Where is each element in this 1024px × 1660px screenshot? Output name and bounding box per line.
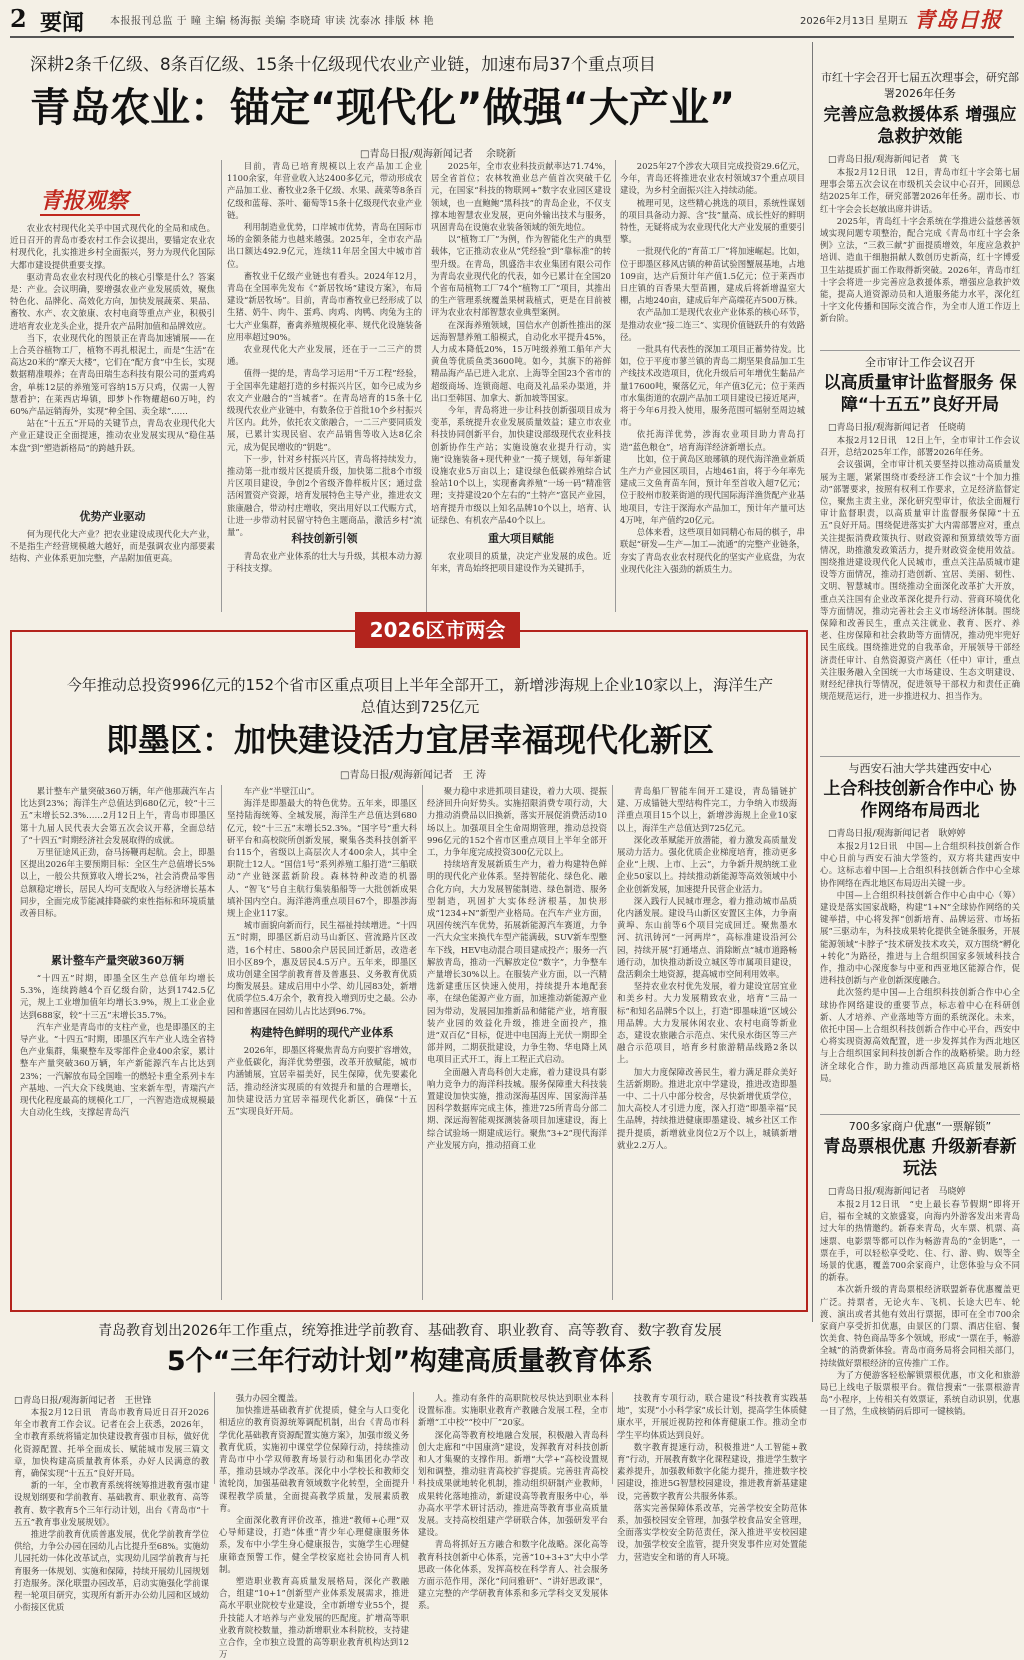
column-divider	[221, 160, 222, 612]
paragraph: 累计整车产量突破360万辆，年产他那蔬汽车占比达到23%；海洋生产总值达到680亿元，较“十三五”末增长52.3%……2月12日上午，青岛市即墨区第十九届人民代表大会第五次会议开幕，全面总结了“十四五”时期经济社会发展取得的成就。	[20, 786, 215, 845]
lead-column-3	[431, 160, 611, 525]
special-section-badge: 2026区市两会	[355, 612, 520, 648]
paragraph: 新的一年，全市教育系统将统筹推进教育强市建设规划纲要和学前教育、基础教育、职业教育、高等教育、数字教育5个三年行动计划，出台《青岛市“十五五”教育事业发展规划》。	[14, 1480, 209, 1527]
sidebar-article-3-kicker: 与西安石油大学共建西安中心	[848, 762, 992, 775]
paragraph: 会议强调，全市审计机关要坚持以推动高质量发展为主题，紧紧围绕市委经济工作会议“十个加力推动”部署要求，按照有权利工作要求，立足经济监督定位，聚焦主责主业，深化研究型审计，依法全面履行审计监督职责，以高质量审计监督服务保障“十五五”良好开局。围绕促进落实扩大内需部署应对，重点关注提振消费政策执行、财政资源和预算绩效等方面情况，助推激发政策活力，提升财政资金使用效益。围绕推进建设现代化人民城市，重点关注品质城市建设等方面情况，推动打造创新、宜居、美丽、韧性、文明、智慧城市。围绕推动全面深化改革扩大开放，重点关注国有企业改革深化提升行动、营商环境优化等方面情况，推动完善社会主义市场经济体制。围绕保障和改善民生，重点关注就业、教育、医疗、养老、住房保障和社会救助等方面情况，推动兜牢兜好民生底线。围绕推进党的自我革命，开展领导干部经济责任审计、自然资源资产离任（任中）审计，重点关注服务融入全国统一大市场建设、生态文明建设、财经纪律执行等情况，促进领导干部权力和责任正确规范规范运行，进一步推进权力、担当作为。	[820, 459, 1020, 702]
sidebar-article-1-byline: □青岛日报/观海新闻记者 黄 飞	[828, 155, 960, 165]
page-number: 2	[10, 4, 27, 33]
column-tag: 青报观察	[40, 188, 129, 214]
paragraph: 站在“十五五”开局的关键节点，青岛农业现代化大产业正建设正全面提速，推动农业发展实现从“稳住基本盘”到“塑造新格局”的跨越升跃。	[10, 418, 215, 453]
bottom-column-1	[14, 1406, 209, 1613]
bottom-headline: 5个“三年行动计划”构建高质量教育体系	[166, 1346, 654, 1377]
sidebar-article-1-headline: 完善应急救援体系 增强应急救护效能	[823, 105, 1017, 147]
sidebar-article-4-body	[820, 1198, 1020, 1480]
paragraph: 推进学前教育优质普惠发展，优化学前教育学位供给，力争公办园在园幼儿占比提升至68%。实施幼儿园托幼一体化改革试点，实现幼儿园学前教育与托育服务一体规划、实施和保障，持续开展幼儿园规划打造服务。深化联盟办园改革，启动实施强化学前课程一轮项目研究，实现所有新开办公幼儿园和区域幼小衔接区优质	[14, 1529, 209, 1613]
sidebar-article-1-body	[820, 166, 1020, 346]
paragraph: 农产品加工是现代农业产业体系的核心环节，是推动农业“接二连三”、实现价值链跃升的有效路径。	[620, 307, 805, 342]
bottom-column-2	[219, 1392, 409, 1660]
paragraph: 目前，青岛已培育规模以上农产品加工企业1100余家，年营业收入达2400多亿元，带动形成农产品加工业、畜牧业2条千亿级、水果、蔬菜等8条百亿级和蓝莓、茶叶、葡萄等15条十亿级现代农业产业链。	[227, 161, 422, 220]
column-divider	[615, 160, 616, 612]
paragraph: 依托海洋优势，涉海农业项目助力青岛打造“蓝色粮仓”，培育海洋经济新增长点。	[620, 429, 805, 452]
special-byline: □青岛日报/观海新闻记者 王 涛	[340, 770, 486, 781]
sidebar-article-4-byline: □青岛日报/观海新闻记者 马晓婷	[828, 1187, 966, 1197]
lead-column-1b	[10, 528, 215, 612]
special-column-4	[617, 785, 797, 1298]
lead-column-2	[227, 160, 422, 538]
paragraph: 本报2月12日讯 中国—上合组织科技创新合作中心日前与西安石油大学签约，双方将共建西安中心。这标志着中国—上合组织科技创新合作中心全球协作网络在西北地区布局迈出关键一步。	[820, 841, 1020, 888]
paragraph: 本报2月12日讯 12日上午，全市审计工作会议召开，总结2025年工作，部署2026年任务。	[820, 435, 1020, 458]
paragraph: 青岛船厂智能车间开工建设，青岛锚链扩建、万成锚链大型结构件完工，力争纳入市级海洋重点项目15个以上，新增涉海规上企业10家以上，海洋生产总值达到725亿元。	[617, 786, 797, 833]
paragraph: 人。推动有条件的高职院校尽快达到职业本科设置标准。实施职业教育产教融合发展工程，全市新增“工中校”“校中厂”20家。	[418, 1393, 608, 1428]
paragraph: 下一步，针对乡村振兴片区，青岛将持续发力，推动第一批市级片区提质升级，加快第二批8个市级片区项目建设，争创2个省级齐鲁样板片区；通过盘活闲置资产资源，培育发展特色主导产业，推进农文旅康融合，带动村庄增收，突出用好以工代赈方式，让进一步带动村民留守特色主题商品，激活乡村“流量”。	[227, 453, 422, 538]
special-headline: 即墨区：加快建设活力宜居幸福现代化新区	[105, 721, 714, 759]
paragraph: 数字教育提速行动，积极推进“人工智能+教育”行动，开展教育数字化课程建设，推进学生数字素养提升，加强教师数字化能力提升，推进数字校园建设，推进5G智慧校园建设，推进教育新基建建设，完善数字教育公共服务体系。	[617, 1441, 807, 1501]
paragraph: 万里征途风正劲，奋马扬鞭再起航。会上，即墨区提出2026年主要预期目标：全区生产总值增长5%以上，一般公共预算收入增长2%，社会消费品零售总额稳定增长，居民人均可支配收入与经济增长基本同步，全面完成节能减排降碳约束性指标和环境质量改善目标。	[20, 847, 215, 919]
paragraph: 青岛农业产业体系的壮大与升级，其根本动力源于科技支撑。	[227, 551, 422, 574]
paragraph: 农业项目的质量，决定产业发展的成色。近年来，青岛始终把项目建设作为关键抓手，	[431, 551, 611, 574]
paragraph: 加快推进基础教育扩优提质，健全与人口变化相适应的教育资源统筹调配机制，出台《青岛市科学优化基础教育资源配置实施方案》，加强市级义务教育优质，实施初中课堂学位保障行动，持续推动青岛市中小学双师教育场景行动和集团化办学改革，推动县域办学改革。深化中小学校长和教师交流轮岗，加强基础教育领域数字化转型，全面提升课程教学质量，全面提高教学质量，发展素质教育。	[219, 1405, 409, 1513]
column-divider	[413, 1392, 414, 1484]
paragraph: 深入践行人民城市理念，着力推动城市品质化内涵发展。建设马山新区安置区主体，力争南黄埠、东山前等6个项目完成回迁。聚焦墨水河、抗汛铸河“一河两岸”，高标准建设沿河公园，持续开展“打通堵点、消除断点”城市道路畅通行动，加快推动新设立城区等市属项目建设，盘活剩余土地资源，提高城市空间利用效率。	[617, 895, 797, 980]
sidebar-rule	[820, 350, 1020, 351]
bottom-kicker: 青岛教育划出2026年工作重点，统筹推进学前教育、基础教育、职业教育、高等教育、数字教育发展	[98, 1323, 722, 1339]
sidebar-article-2-body	[820, 434, 1020, 752]
lead-column-4	[620, 160, 805, 610]
paragraph: 利用制造业优势，口岸城市优势，青岛在国际市场的金额条能力也越来越强。2025年，全市农产品出口额达492.9亿元，连续11年居全国大中城市首位。	[227, 222, 422, 269]
lead-byline: □青岛日报/观海新闻记者 余晓新	[360, 149, 516, 160]
paragraph: 为了方便游客轻松解锁票根优惠，市文化和旅游局已上线电子版票根平台。微信搜索“一张票根游青岛”小程序，上传相关有效票证，系统自动识别，优惠一目了然，生成核销码后即可一键核销。	[820, 1369, 1020, 1417]
paragraph: 农业农村现代化关乎中国式现代化的全局和成色。近日召开的青岛市委农村工作会议提出，要锚定农业农村现代化，扎实推进乡村全面振兴，努力为现代化国际大都市建设提供重要支撑。	[10, 223, 215, 270]
sidebar-article-4-kicker: 700多家商户优惠“一票解锁”	[848, 1120, 992, 1133]
paragraph: 落实完善保障体系改革，完善学校安全防范体系，加强校园安全管理，加强学校食品安全管理，全面落实学校安全防范责任，深入推进平安校园建设，加强学校安全监管，提升突发事件应对处置能力，营造安全和谐的育人环境。	[617, 1502, 807, 1562]
special-column-3	[427, 785, 607, 1298]
column-divider	[422, 785, 423, 1300]
paragraph: 2025年，青岛红十字会系统在学推进公益慈善领域实现问题专项整治，配合完成《青岛市红十字会条例》立法，“三救三献”扩面提质增效，年度应急救护培训、造血干细胞捐献人数创历史新高，红十字博爱卫生站提质扩面工作取得新突破。2026年，青岛市红十字会将进一步完善应急救援体系，增强应急救护效能，提高人道资源动员和人道服务能力水平，深化红十字文化传播和国际交流合作，为全市人道工作迈上新台阶。	[820, 215, 1020, 324]
lead-kicker: 深耕2条千亿级、8条百亿级、15条十亿级现代农业产业链，加速布局37个重点项目	[30, 55, 656, 75]
paragraph: 在深海养殖领域，国信水产创新性推出的深远海智慧养殖工船模式，自动化水平提升45%，人力成本降低20%，15万吨级养殖工船年产大黄鱼等优质鱼类3600吨。如今，其旗下的裕鲜精品海产品已进入北京、上海等全国23个省市的超级商场、连锁商超、电商及礼品采办渠道，并出口至韩国、加拿大、新加坡等国家。	[431, 319, 611, 403]
sidebar-article-2-kicker: 全市审计工作会议召开	[865, 356, 975, 369]
sidebar-article-3-byline: □青岛日报/观海新闻记者 耿婷婷	[828, 829, 966, 839]
column-divider	[612, 1392, 613, 1484]
column-divider	[612, 785, 613, 1300]
paragraph: 2025年，全市农业科技贡献率达71.74%，居全省首位；农林牧渔业总产值首次突破千亿元，在国家“科技的物联网+”数字农业园区建设领域，也一直鲍鲍“黑科技”的青岛企业，不仅支撑本地智慧农业发展，更向外输出技术与服务，巩固青岛在设施农业装备领域的领先地位。	[431, 161, 611, 233]
paragraph: 塑造职业教育高质量发展格局，深化产教融合，组建“10+1”创新型产业体系发展需求，推进高水平职业院校专业建设，全市新增专业55个，提升技能人才培养与产业发展的匹配度。扩增高等职业教育院校数量，推动新增职业本科院校，支持建立合作，全市独立设置的高等职业教育机构达到12万	[219, 1576, 409, 1660]
paragraph: 海洋是即墨最大的特色优势。五年来，即墨区坚持陆海统筹、全城发展，海洋生产总值达到680亿元，较“十三五”末增长52.3%。“国字号”重大科研平台和高校院所创新发展，聚集各类科技创新平台115个，省级以上高层次人才400余人，其中全职院士12人。“国信1号”系列养殖工船打造“三船联动”产业链深蓝新阶段。森林特种改造的机器人、“智飞”号自主航行集装船船等一大批创新成果填补国内空白。海洋港湾重点项目67个，即墨涉海规上企业117家。	[227, 798, 417, 919]
paragraph: 本报2月12日讯 青岛市教育局近日召开2026年全市教育工作会议。记者在会上获悉，2026年，全市教育系统将锚定加快建设教育强市目标，做好优化资源配置、托举全面成长、赋能城市发展三篇文章，加快构建高质量教育体系，办好人民满意的教育，确保实现“十五五”良好开局。	[14, 1407, 209, 1479]
paragraph: 汽车产业是青岛市的支柱产业，也是即墨区的主导产业。“十四五”时期，即墨区汽车产业人选全省特色产业集群，集聚整车及零部件企业400余家，累计整车产量突破360万辆，年产新能源汽车占比达到23%；一汽解放布局全国唯一的燃轻卡重全系列卡车产基地、一汽大众下线奥迪、宝来新车型，青瑞汽产现代化程度最高的规模化工厂，一汽智造造成规模最大自动化生线，支撑起青岛汽	[20, 1021, 215, 1118]
paragraph: 强力办园全覆盖。	[235, 1393, 303, 1403]
paragraph: 技教育专项行动，联合建设“科技教育实践基地”，实现“小小科学家”成长计划，提高学生体质健康水平，开展近视防控和体育健康工作。推动全市学生平均体质达到良好。	[617, 1393, 807, 1440]
sidebar-article-2-byline: □青岛日报/观海新闻记者 任晓萌	[828, 423, 966, 433]
paragraph: 一批现代化的“育苗工厂”将加速崛起。比如，位于即墨区移风店镇的种苗试验图蟹展基地，占地109亩，达产后预计年产值1.5亿元；位于莱西市日庄镇的百香果大型苗圃，建成后将新增温室大棚，占地240亩，建成后年产高端花卉500万株。	[620, 246, 805, 306]
sidebar-article-3-headline: 上合科技创新合作中心 协作网络布局西北	[823, 779, 1017, 821]
paragraph: 2026年，即墨区将聚焦青岛方向要扩容增效，产业低碳化，海洋优势塑强，改革开放赋能，城市内涵铺展，宜居幸福美好，民生保障，优先要素化活，推动经济实现质的有效提升和量的合理增长，加快建设活力宜居幸福现代化新区，确保“十五五”实现良好开局。	[227, 1045, 417, 1117]
lead-subhead-3: 重大项目赋能	[488, 532, 554, 545]
paragraph: 值得一提的是，青岛学习运用“千万工程”经验，于全国率先建超打造的乡村振兴片区，如今已成为乡农文产业融合的“当城者”。在青岛培育的15条十亿级现代农业产业链中，有数条位于首批10个乡村振兴片区内。此外，依托农文旅融合，一二三产要同质发展，已累计实现民宿、农产品销售等收入达8亿余元，成为促民增收的“钥匙”。	[227, 368, 422, 452]
column-tag-underline	[40, 214, 140, 216]
column-divider	[221, 785, 222, 1300]
issue-date: 2026年2月13日 星期五	[800, 16, 908, 27]
paragraph: 今年，青岛将进一步让科技创新强项目成为变革，系统提升农业发展质量效益；建立市农业科技协同创新平台，加快建设部级现代农业科技创新协作生产站；实施设施农业提升行动，实施“设施装备+现代种业”一揽子规划，每年新建设施农业5万亩以上；建设绿色低碳养殖综合试验站10个以上，实现畜禽养殖“一场一码”精准管理；支持建设20个左右的“土特产”富民产业园，培育提升市级以上知名品牌10个以上，培育、认证绿色、有机农产品40个以上。	[431, 405, 611, 525]
lead-subhead-2: 科技创新引领	[291, 532, 358, 545]
sidebar-rule	[820, 1114, 1020, 1115]
paragraph: 全面融入青岛科创大走廊，着力建设具有影响力竞争力的海洋科技城。服务保障重大科技装置建设加快实施，推动深海基因库、国家海洋基因科学数据库完成主体，推进725所青岛分部二期、深远海智能观探测装备项目加速建设，海上综合试验场一期建成运行。聚焦“3+2”现代海洋产业发展方向，推动招商工业	[427, 1066, 607, 1150]
sidebar-article-4-headline: 青岛票根优惠 升级新春新玩法	[823, 1137, 1017, 1179]
special-kicker: 今年推动总投资996亿元的152个省市区重点项目上半年全部开工，新增涉海规上企业10家以上，海洋生产总值达到725亿元	[66, 676, 774, 716]
column-divider	[214, 1392, 215, 1484]
paragraph: 梳理可见，这些精心挑选的项目，系统性谋划的项目具备动力源、含“技”量高、成长性好的鲜明特性，无疑将成为农业现代化大产业发展的重要引擎。	[620, 197, 805, 245]
lead-subhead-1: 优势产业驱动	[79, 510, 146, 523]
paragraph: 深化高等教育校地融合发展，积极融入青岛科创大走廊和“中国康湾”建设，发挥教育对科技创新和人才集聚的支撑作用。新增“大学+”高校设置规划和调整，推动驻青高校扩容提质。完善驻青高校科技成果就地转化机制，推动组织研制产业教师，成果转化落地推动，新建设高等教育服务中心，举办高水平学术研讨活动，推进高等教育事业高质量发展。支持高校组建产学研联合体，加强研发平台建设。	[418, 1429, 608, 1538]
sidebar-divider	[812, 42, 813, 1322]
lead-headline: 青岛农业：锚定“现代化”做强“大产业”	[30, 85, 736, 131]
paragraph: 加大力度保障改善民生，着力满足群众美好生活新期盼。推进北京中学建设，推进改造即墨一中、二十八中部分校舍，尽快新增优质学位，加大高校人才引进力度，深入打造“即墨幸福”民生品牌，持续推进健康即墨建设、城乡社区工作提升提质，新增就业岗位2万个以上，城镇新增就业2.2万人。	[617, 1066, 797, 1150]
paragraph: 驱动青岛农业农村现代化的核心引擎是什么？答案是：产业。会议明确，要增强农业产业发展质效，聚焦特色化、品牌化、高效化方向，加快发展蔬菜、果品、畜牧、水产、农文旅康、农村电商等重点产业，积极引进培育农业龙头企业，提升农产品附加值和品牌效应。	[10, 271, 215, 331]
paragraph: 2025年27个涉农大项目完成投资29.6亿元，今年，青岛还将推进农业农村领域37个重点项目建设，为乡村全面振兴注入持续动能。	[620, 161, 805, 196]
paragraph: 本次新升级的青岛票根经济联盟新春优惠覆盖更广泛。持票者，无论火车、飞机、长途大巴车、轮渡、演出或者其他有效出行票据，即可在全市700余家商户享受折扣优惠，由景区的门票、酒店住宿、餐饮美食、特色商品等多个领域，形成“一票在手，畅游全城”的消费新体验。青岛市商务局将会同相关部门，持续做好票根经济的宣传推广工作。	[820, 1284, 1020, 1368]
special-column-2	[227, 785, 417, 1017]
paragraph: 比如，位于黄岛区琅琊镇的现代海洋渔业新质生产力产业园区项目，占地461亩，将于今年率先建成三文鱼育苗车间，预计年至首收入超7亿元；位于胶州市胶莱街道的现代国际海洋渔货配产业基地项目，专注于深海水产品加工，预计年产量可达4万吨，年产值约20亿元。	[620, 453, 805, 525]
paragraph: 此次签约是中国—上合组织科技创新合作中心全球协作网络建设的重要节点，标志着中心在科研创新、人才培养、产业落地等方面的系统深化。未来，依托中国—上合组织科技创新合作中心平台，西安中心将实现资源高效配置，进一步发挥其作为西北地区与上合组织国家间科技创新合作的战略桥梁。助力经济全球化合作，助力推动西部地区高质量发展新格局。	[820, 987, 1020, 1083]
lead-column-3b	[431, 550, 611, 610]
paragraph: 坚持农业农村优先发展，着力建设宜居宜业和美乡村。大力发展精致农业，培育“三品一标”和知名品牌5个以上，打造“即墨味道”区域公用品牌。大力发展休闲农业、农村电商等新业态，建设农旅融合示范点、宋代泉水街区等三产融合示范项目，培育乡村旅游精品线路2条以上。	[617, 981, 797, 1065]
paragraph: 全面深化教育评价改革，推进“教师+心理”双心导师建设，打造“体重”青少年心理健康服务体系，发布中小学生身心健康报告，实施学生心理健康筛查预警工作，健全学校家庭社会协同育人机制。	[219, 1515, 409, 1574]
newspaper-logo: 青岛日报	[914, 7, 1002, 32]
paragraph: 农业现代化大产业发展，还在于一二三产的贯通。	[227, 344, 422, 367]
paragraph: 以“植物工厂”为例，作为智能化生产的典型载体，它正推动农业从“凭经验”到“靠标准”的转型升级。在青岛，凯盛浩丰农业集团有限公司作为青岛农业现代化的代表，如今已累计在全国20个省布局植物工厂74个“植物工厂”项目，其推出的生产管理系统覆盖果树栽植式，更是在目前被评为农业农村部智慧农业典型案例。	[431, 234, 611, 318]
paragraph: 本报2月12日讯 “史上最长春节假期”即将开启，福布全城的文旅盛宴，向海内外游客发出来青岛过大年的热情邀约。新春来青岛，火车票、机票、高速票、电影票等都可以作为畅游青岛的“金钥匙”，一票在手，可以轻松享受吃、住、行、游、购、娱等全场景的优惠，覆盖700余家商户，让您体验与众不同的新春。	[820, 1199, 1020, 1283]
special-subhead-1: 累计整车产量突破360万辆	[51, 954, 184, 967]
paragraph: 畜牧业千亿级产业链也有看头。2024年12月，青岛在全国率先发布《“新居牧场”建设方案》，布局建设“新居牧场”。目前，青岛市畜牧业已经形成了以生猪、奶牛、肉牛、蛋鸡、肉鸡、肉鸭、肉兔为主的七大产业集群，畜禽养殖规模化率、规代化设施装备应用率超过90%。	[227, 270, 422, 342]
header-rule	[10, 36, 1014, 38]
bottom-column-3	[418, 1392, 608, 1611]
bottom-column-4	[617, 1392, 807, 1562]
section-name: 要闻	[40, 11, 85, 36]
paragraph: 何为现代化大产业？把农业建设成现代化大产业，不是指生产经营规模越大越好，而是强调农业内部要素结构、产业体系更加完整，产品附加值更高。	[10, 529, 215, 564]
paragraph: 中国—上合组织科技创新合作中心由中心（筹）建设是落实国家战略，构建“1+N”全球协作网络的关键举措，中心将发挥“创新培育、品牌运营、市场拓展”三驱动车，为科技成果转化提供全链条服务，开展能源领域“卡脖子”技术研发技术攻关，双方围绕“孵化+转化”为路径，推进与上合组织国家多领域科技合作，推动中心深度参与中亚和西亚地区能源合作，促进科技创新与产业创新深度融合。	[820, 889, 1020, 986]
special-subhead-2: 构建特色鲜明的现代产业体系	[250, 1026, 394, 1039]
paragraph: 一批具有代表性的深加工项目正蓄势待发。比如，位于平度市蓼兰镇的青岛二期坚果食品加工生产线技术改造项目，优化升级后可年增优生黏品产量17600吨，聚落亿元，年产值3亿元；位于莱西市水集街道的农副产品加工项目建设已接近尾声，将于今年6月投入使用，服务范围可辐射至周边城市。	[620, 344, 805, 428]
paragraph: 持续培育发展新质生产力，着力构建特色鲜明的现代化产业体系。坚持智能化、绿色化、融合化方向，大力发展智能制造、绿色制造、服务型制造，巩固扩大实体经济根基，加快形成“1234+N”新型产业格局。在汽车产业方面，巩固传统汽车优势，拓展新能源汽车赛道，力争一汽大众宝来换代车型产能满载，SUV新车型整车下线，HEV电动混合项目建成投产；服务一汽解放青岛，推动一汽解放定位“数字”，力争整车产量增长30%以上。在服装产业方面，以一汽精选新建重压区快速入使用，持续提升本地配套率，在绿色能源产业方面，加速推动新能源产业园为带动，发展园加推新品和储能产业，培育服装产业园的效益化升级，推进全面投产，推进“双百亿”目标，促进中电国海上光伏一期即全部并网，二期获批建设，力争生物、华电降上风电项目正式开工，海上工程正式启动。	[427, 859, 607, 1065]
column-divider	[426, 160, 427, 612]
special-column-2b	[227, 1044, 417, 1298]
paragraph: 青岛将抓好五方融合和数字化战略。深化高等教育科技创新中心体系，完善“10+3+3”大中小学思政一体化体系，发挥高校在科学育人、社会服务方面示范作用，深化“问问雅研”、“讲好思政课”，建立完整的产学研教育体系和多元学科交叉发展体系。	[418, 1539, 608, 1611]
special-column-1b	[20, 972, 215, 1298]
paragraph: 车产业“半壁江山”。	[243, 786, 320, 796]
paragraph: 聚力稳中求进抓项目建设，着力大项、提振经济回升向好势头。实施招限消费专项行动，大力推动消费品以旧换新，落实开展促消费活动10场以上。加强项目全生命周期管理，推动总投资996亿元的152个省市区重点项目上半年全部开工，力争年度完成投资300亿元以上。	[427, 786, 607, 858]
paragraph: 当下，农业现代化的图景正在青岛加速铺展——在上合英谷植物工厂，植物不再扎根泥土，而是“生活”在高达20米的“摩天大楼”，它们在“配方食”中生长，实现数据精准喂养；在青岛田瑞生态科技有限公司的蛋鸡鸡舍，单栋12层的养殖笼可容纳15万只鸡，仅需一人智慧看护；在莱西店埠镇，即梦卜作物耀超60万吨，约60%产品远销海外，实现“种全国、卖全球”……	[10, 332, 215, 417]
lead-column-1	[10, 222, 215, 504]
sidebar-article-1-kicker: 市红十字会召开七届五次理事会，研究部署2026年任务	[821, 71, 1019, 100]
sidebar-article-3-body	[820, 840, 1020, 1110]
paragraph: 城市面貌向新而行，民生福祉持续增进。“十四五”时期，即墨区新启动马山新区、营流路片区改造，16个村庄、5800余户居民回迁新居，改造老旧小区89个，惠及居民4.5万户。五年来，即墨区成功创建全国学前教育普及普惠县、义务教育优质均衡发展县。建成启用中小学、幼儿园83处，新增优质学位5.4万余个，教育投入增到历史之最。公办园和普惠园在园幼儿占比达到96.7%。	[227, 920, 417, 1016]
sidebar-article-2-headline: 以高质量审计监督服务 保障“十五五”良好开局	[823, 373, 1017, 415]
sidebar-rule	[820, 756, 1020, 757]
lead-column-2b	[227, 550, 422, 610]
paragraph: 本报2月12日讯 12日，青岛市红十字会第七届理事会第五次会议在市级机关会议中心召开，回顾总结2025年工作，研究部署2026年任务。副市长、市红十字会会长赵敏出席并讲话。	[820, 167, 1020, 214]
special-column-1	[20, 785, 215, 945]
page-header	[0, 0, 1024, 40]
paragraph: “十四五”时期，即墨全区生产总值年均增长5.3%，连续跨越4个百亿级台阶，达到1742.5亿元，规上工业增加值年均增长3.9%，规上工业企业达到688家，较“十三五”末增长35.7%。	[20, 973, 215, 1020]
bottom-byline: □青岛日报/观海新闻记者 王世锋	[14, 1396, 152, 1406]
paragraph: 总体来看，这些项目如同精心布局的棋子，串联起“研发—生产—加工—流通”的完整产业链条，夯实了青岛农业农村现代化的坚实产业底盘，为农业现代化注入强劲的新质生力。	[620, 527, 805, 574]
editorial-credits: 本报报刊总监 于 瞳 主编 杨海振 美编 李晓琦 审读 沈泰冰 排版 林 艳	[110, 16, 434, 27]
paragraph: 深化改革赋能开放潜能，着力激发高质量发展动力活力。强化优质企业梯度培育，推动更多企业“上规、上市、上云”，力争新升规纳统工业企业50家以上。持续推动新能源等高效领域中小企业创新发展，加速提升民营企业活力。	[617, 834, 797, 894]
